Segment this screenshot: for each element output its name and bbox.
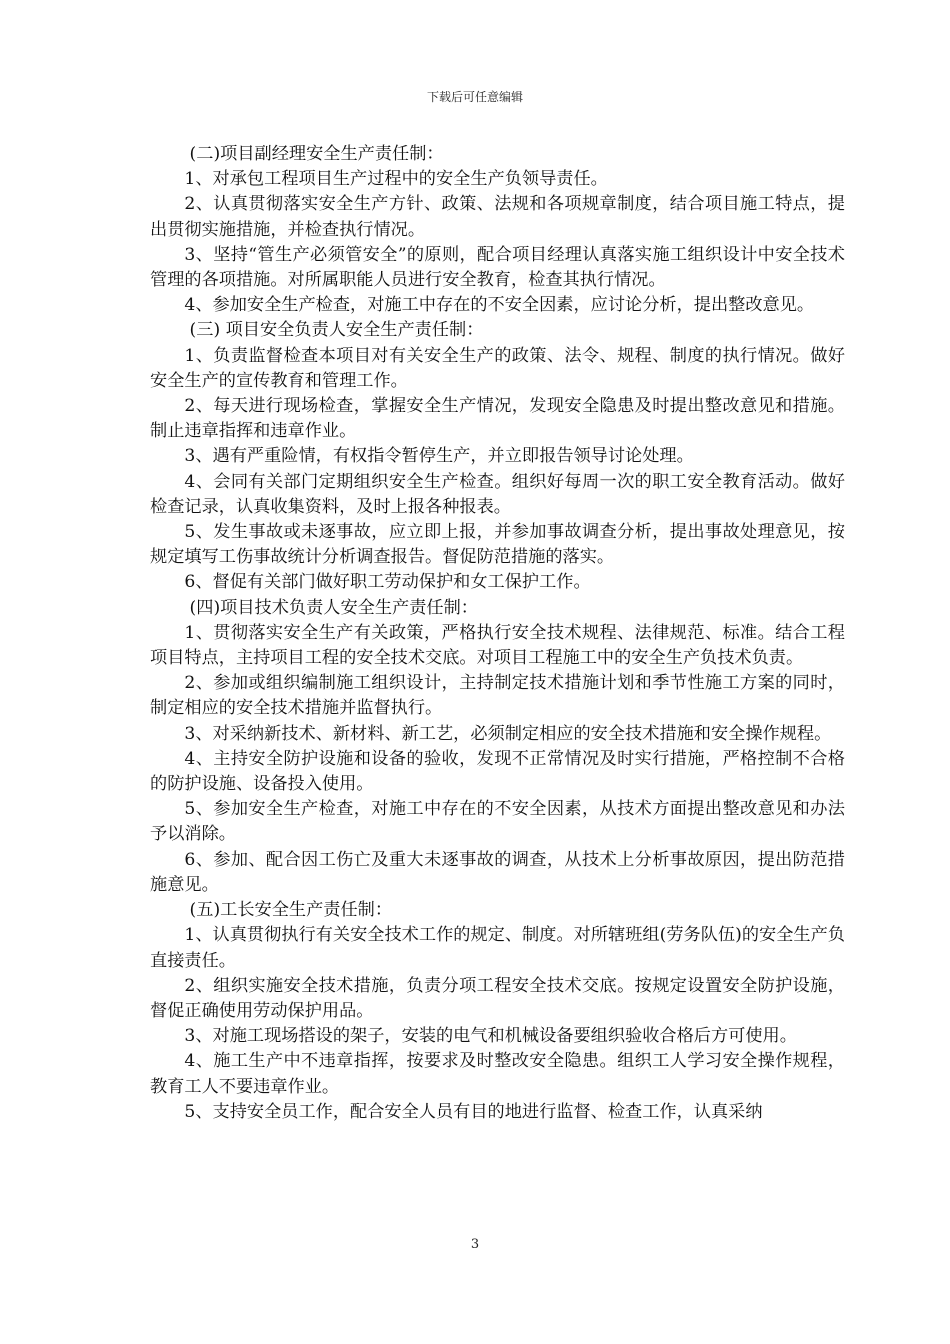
paragraph: 6、参加、配合因工伤亡及重大未逐事故的调查，从技术上分析事故原因，提出防范措施意见。 <box>150 849 845 895</box>
paragraph: 5、支持安全员工作，配合安全人员有目的地进行监督、检查工作，认真采纳 <box>184 1101 763 1122</box>
paragraph: 1、认真贯彻执行有关安全技术工作的规定、制度。对所辖班组(劳务队伍)的安全生产负直接责任。 <box>150 925 845 971</box>
paragraph: 4、主持安全防护设施和设备的验收，发现不正常情况及时实行措施，严格控制不合格的防护设施、设备投入使用。 <box>150 748 845 795</box>
document-body <box>150 142 845 1125</box>
paragraph: 5、发生事故或未逐事故，应立即上报，并参加事故调查分析，提出事故处理意见，按规定填写工伤事故统计分析调查报告。督促防范措施的落实。 <box>150 522 845 568</box>
paragraph: 6、督促有关部门做好职工劳动保护和女工保护工作。 <box>184 572 591 593</box>
paragraph: 1、贯彻落实安全生产有关政策，严格执行安全技术规程、法律规范、标准。结合工程项目特点，主持项目工程的安全技术交底。对项目工程施工中的安全生产负技术负责。 <box>150 622 845 669</box>
paragraph: 4、施工生产中不违章指挥，按要求及时整改安全隐患。组织工人学习安全操作规程，教育工人不要违章作业。 <box>150 1051 845 1097</box>
paragraph: 2、参加或组织编制施工组织设计，主持制定技术措施计划和季节性施工方案的同时，制定相应的安全技术措施并监督执行。 <box>150 673 845 719</box>
paragraph: 3、对采纳新技术、新材料、新工艺，必须制定相应的安全技术措施和安全操作规程。 <box>184 723 832 744</box>
paragraph: 4、参加安全生产检查，对施工中存在的不安全因素，应讨论分析，提出整改意见。 <box>184 295 815 316</box>
paragraph: 4、会同有关部门定期组织安全生产检查。组织好每周一次的职工安全教育活动。做好检查记录，认真收集资料，及时上报各种报表。 <box>150 471 845 517</box>
section-heading: (二)项目副经理安全生产责任制： <box>189 144 444 164</box>
section-heading: (三) 项目安全负责人安全生产责任制： <box>189 320 484 341</box>
section-heading: (四)项目技术负责人安全生产责任制： <box>189 597 478 618</box>
page-header: 下载后可任意编辑 <box>426 90 523 104</box>
paragraph: 2、每天进行现场检查，掌握安全生产情况，发现安全隐患及时提出整改意见和措施。制止违章指挥和违章作业。 <box>150 396 845 442</box>
paragraph: 2、组织实施安全技术措施，负责分项工程安全技术交底。按规定设置安全防护设施，督促正确使用劳动保护用品。 <box>150 975 845 1021</box>
paragraph: 2、认真贯彻落实安全生产方针、政策、法规和各项规章制度，结合项目施工特点，提出贯彻实施措施，并检查执行情况。 <box>150 194 845 240</box>
paragraph: 1、负责监督检查本项目对有关安全生产的政策、法令、规程、制度的执行情况。做好安全生产的宣传教育和管理工作。 <box>150 345 845 391</box>
paragraph: 1、对承包工程项目生产过程中的安全生产负领导责任。 <box>184 169 608 190</box>
paragraph: 5、参加安全生产检查，对施工中存在的不安全因素，从技术方面提出整改意见和办法予以消除。 <box>150 799 845 845</box>
page-number: 3 <box>470 1237 480 1252</box>
paragraph: 3、坚持“管生产必须管安全”的原则，配合项目经理认真落实施工组织设计中安全技术管理的各项措施。对所属职能人员进行安全教育，检查其执行情况。 <box>150 244 845 291</box>
paragraph: 3、遇有严重险情，有权指令暂停生产，并立即报告领导讨论处理。 <box>184 446 694 467</box>
section-heading: (五)工长安全生产责任制： <box>189 900 393 921</box>
paragraph: 3、对施工现场搭设的架子，安装的电气和机械设备要组织验收合格后方可使用。 <box>184 1026 797 1047</box>
